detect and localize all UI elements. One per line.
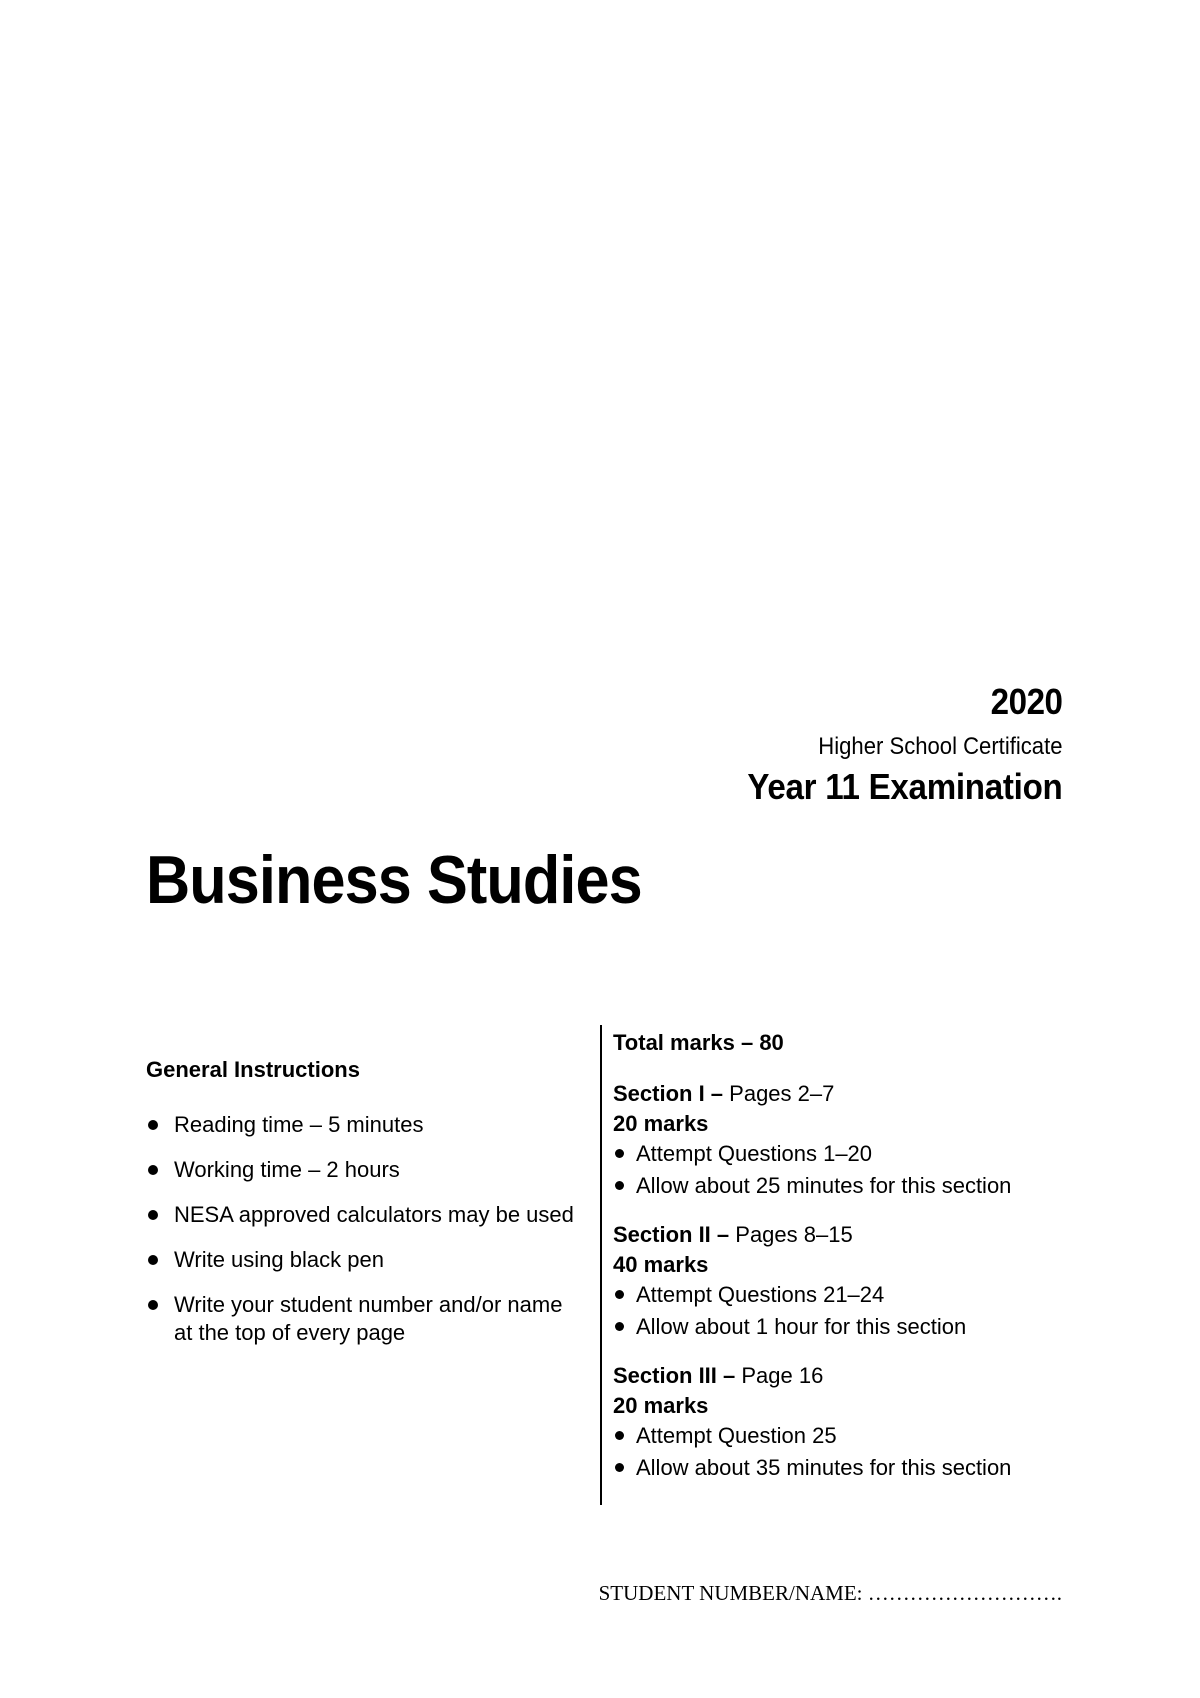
instructions-heading: General Instructions — [146, 1057, 360, 1082]
section-item: Allow about 35 minutes for this section — [613, 1452, 1083, 1484]
instruction-item: Write using black pen — [146, 1246, 576, 1274]
section-name: Section I – — [613, 1081, 724, 1106]
section-title — [613, 1079, 1083, 1109]
section-item: Allow about 1 hour for this section — [613, 1311, 1083, 1343]
section-1 — [613, 1079, 1083, 1202]
section-item: Allow about 25 minutes for this section — [613, 1170, 1083, 1202]
section-title — [613, 1220, 1083, 1250]
instruction-item: Write your student number and/or name at the top of every page — [146, 1291, 576, 1347]
section-item: Attempt Question 25 — [613, 1420, 1083, 1452]
exam-year: 2020 — [990, 681, 1062, 722]
total-marks: Total marks – 80 — [613, 1030, 784, 1055]
instruction-item: Reading time – 5 minutes — [146, 1111, 576, 1139]
section-marks: 20 marks — [613, 1111, 709, 1136]
section-items — [613, 1138, 1083, 1202]
section-marks: 20 marks — [613, 1393, 709, 1418]
subject-title: Business Studies — [146, 842, 642, 918]
exam-header — [720, 680, 1063, 808]
student-number-name-field: STUDENT NUMBER/NAME: ………………………. — [598, 1581, 1062, 1605]
section-items — [613, 1420, 1083, 1484]
section-item: Attempt Questions 21–24 — [613, 1279, 1083, 1311]
section-name: Section II – — [613, 1222, 730, 1247]
section-marks: 40 marks — [613, 1252, 709, 1277]
section-items — [613, 1279, 1083, 1343]
section-item: Attempt Questions 1–20 — [613, 1138, 1083, 1170]
instruction-item: NESA approved calculators may be used — [146, 1201, 576, 1229]
section-2 — [613, 1220, 1083, 1343]
column-divider — [600, 1025, 602, 1505]
general-instructions — [146, 1055, 576, 1364]
exam-title: Year 11 Examination — [746, 766, 1062, 807]
section-pages: Pages 8–15 — [729, 1222, 853, 1247]
section-pages: Pages 2–7 — [723, 1081, 835, 1106]
section-3 — [613, 1361, 1083, 1484]
section-name: Section III – — [613, 1363, 736, 1388]
instruction-item: Working time – 2 hours — [146, 1156, 576, 1184]
section-pages: Page 16 — [735, 1363, 824, 1388]
marks-panel — [613, 1027, 1083, 1502]
certificate-title: Higher School Certificate — [817, 733, 1062, 760]
instructions-list — [146, 1111, 576, 1347]
section-title — [613, 1361, 1083, 1391]
